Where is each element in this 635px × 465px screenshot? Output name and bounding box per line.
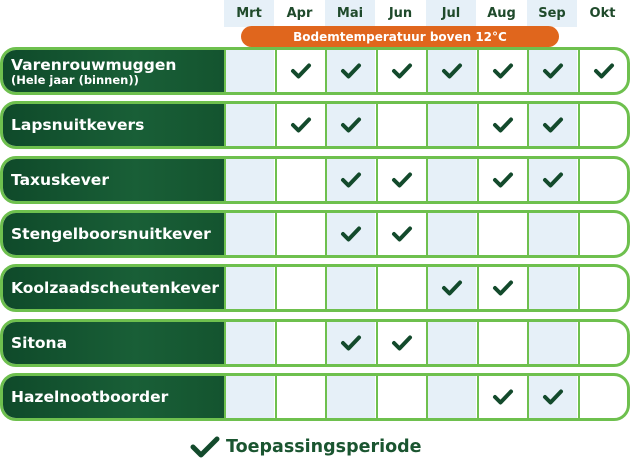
month-cell-mrt [224,322,274,364]
pest-name: Stengelboorsnuitkever [11,224,211,243]
month-cell-jun [376,322,426,364]
month-cell-mai [325,213,375,255]
check-icon [340,334,362,352]
pest-name: Taxuskever [11,170,109,189]
month-cell-sep [527,267,577,309]
pest-note: (Hele jaar (binnen)) [11,72,139,87]
month-cell-jun [376,267,426,309]
pest-label [3,267,224,309]
month-cell-aug [477,104,527,146]
month-cell-jul [426,104,476,146]
pest-label [3,376,224,418]
check-icon [441,279,463,297]
month-cell-sep [527,322,577,364]
check-icon [542,116,564,134]
check-icon [290,62,312,80]
month-cell-sep [527,159,577,201]
month-cell-sep [527,104,577,146]
month-header-row [0,0,635,27]
check-icon [290,116,312,134]
month-header-okt: Okt [589,6,616,21]
month-cell-mrt [224,104,274,146]
pest-row [0,101,630,149]
check-icon [492,279,514,297]
month-cell-mai [325,159,375,201]
check-icon [340,171,362,189]
soil-temperature-banner [241,26,559,47]
pest-label [3,50,224,92]
pest-name: Hazelnootboorder [11,387,169,406]
month-cell-okt [578,50,628,92]
month-cell-mai [325,104,375,146]
month-header-mai: Mai [325,0,375,27]
check-icon [340,62,362,80]
pest-name: Varenrouwmuggen [11,55,177,74]
month-cell-apr [275,50,325,92]
month-cell-aug [477,159,527,201]
month-header-aug: Aug [487,6,516,21]
month-cell-aug [477,267,527,309]
month-cell-jul [426,267,476,309]
month-cell-aug [477,213,527,255]
month-cell-okt [578,376,628,418]
check-icon [190,435,220,459]
pest-row [0,373,630,421]
month-cell-jun [376,159,426,201]
month-cell-okt [578,159,628,201]
check-icon [340,116,362,134]
month-cell-okt [578,322,628,364]
month-cell-aug [477,322,527,364]
month-cell-mai [325,376,375,418]
month-header-sep: Sep [527,0,577,27]
pest-row [0,319,630,367]
month-cell-mai [325,267,375,309]
pest-name: Koolzaadscheutenkever [11,279,220,298]
month-header-jul: Jul [426,0,476,27]
check-icon [492,388,514,406]
month-cell-jun [376,50,426,92]
check-icon [391,225,413,243]
month-cell-sep [527,213,577,255]
month-cell-jul [426,213,476,255]
pest-label [3,213,224,255]
pest-row [0,210,630,258]
month-cell-okt [578,104,628,146]
month-cell-apr [275,213,325,255]
check-icon [441,62,463,80]
month-cell-jun [376,376,426,418]
pest-row [0,156,630,204]
month-cell-apr [275,159,325,201]
check-icon [542,388,564,406]
month-cell-mrt [224,213,274,255]
month-header-apr: Apr [286,6,313,21]
pest-name: Lapsnuitkevers [11,116,145,135]
check-icon [492,116,514,134]
check-icon [391,334,413,352]
check-icon [542,62,564,80]
pest-label [3,322,224,364]
pest-name: Sitona [11,333,68,352]
month-cell-sep [527,50,577,92]
month-cell-jul [426,159,476,201]
check-icon [391,62,413,80]
month-cell-mai [325,322,375,364]
pest-label [3,159,224,201]
month-cell-apr [275,104,325,146]
month-cell-mrt [224,50,274,92]
month-header-mrt: Mrt [224,0,274,27]
check-icon [340,225,362,243]
month-cell-aug [477,50,527,92]
month-header-jun: Jun [388,6,413,21]
month-cell-jul [426,376,476,418]
month-cell-aug [477,376,527,418]
month-cell-apr [275,267,325,309]
check-icon [492,171,514,189]
check-icon [391,171,413,189]
pest-label [3,104,224,146]
month-cell-jun [376,104,426,146]
month-cell-okt [578,213,628,255]
month-cell-jul [426,322,476,364]
month-cell-mrt [224,159,274,201]
legend-label: Toepassingsperiode [226,437,422,457]
pest-row [0,264,630,312]
month-cell-apr [275,322,325,364]
legend [190,433,422,461]
month-cell-mrt [224,376,274,418]
month-cell-jul [426,50,476,92]
check-icon [593,62,615,80]
month-cell-jun [376,213,426,255]
soil-temperature-label: Bodemtemperatuur boven 12°C [293,29,507,44]
month-cell-sep [527,376,577,418]
month-cell-mrt [224,267,274,309]
month-cell-mai [325,50,375,92]
check-icon [542,171,564,189]
month-cell-okt [578,267,628,309]
pest-row [0,47,630,95]
month-cell-apr [275,376,325,418]
check-icon [492,62,514,80]
